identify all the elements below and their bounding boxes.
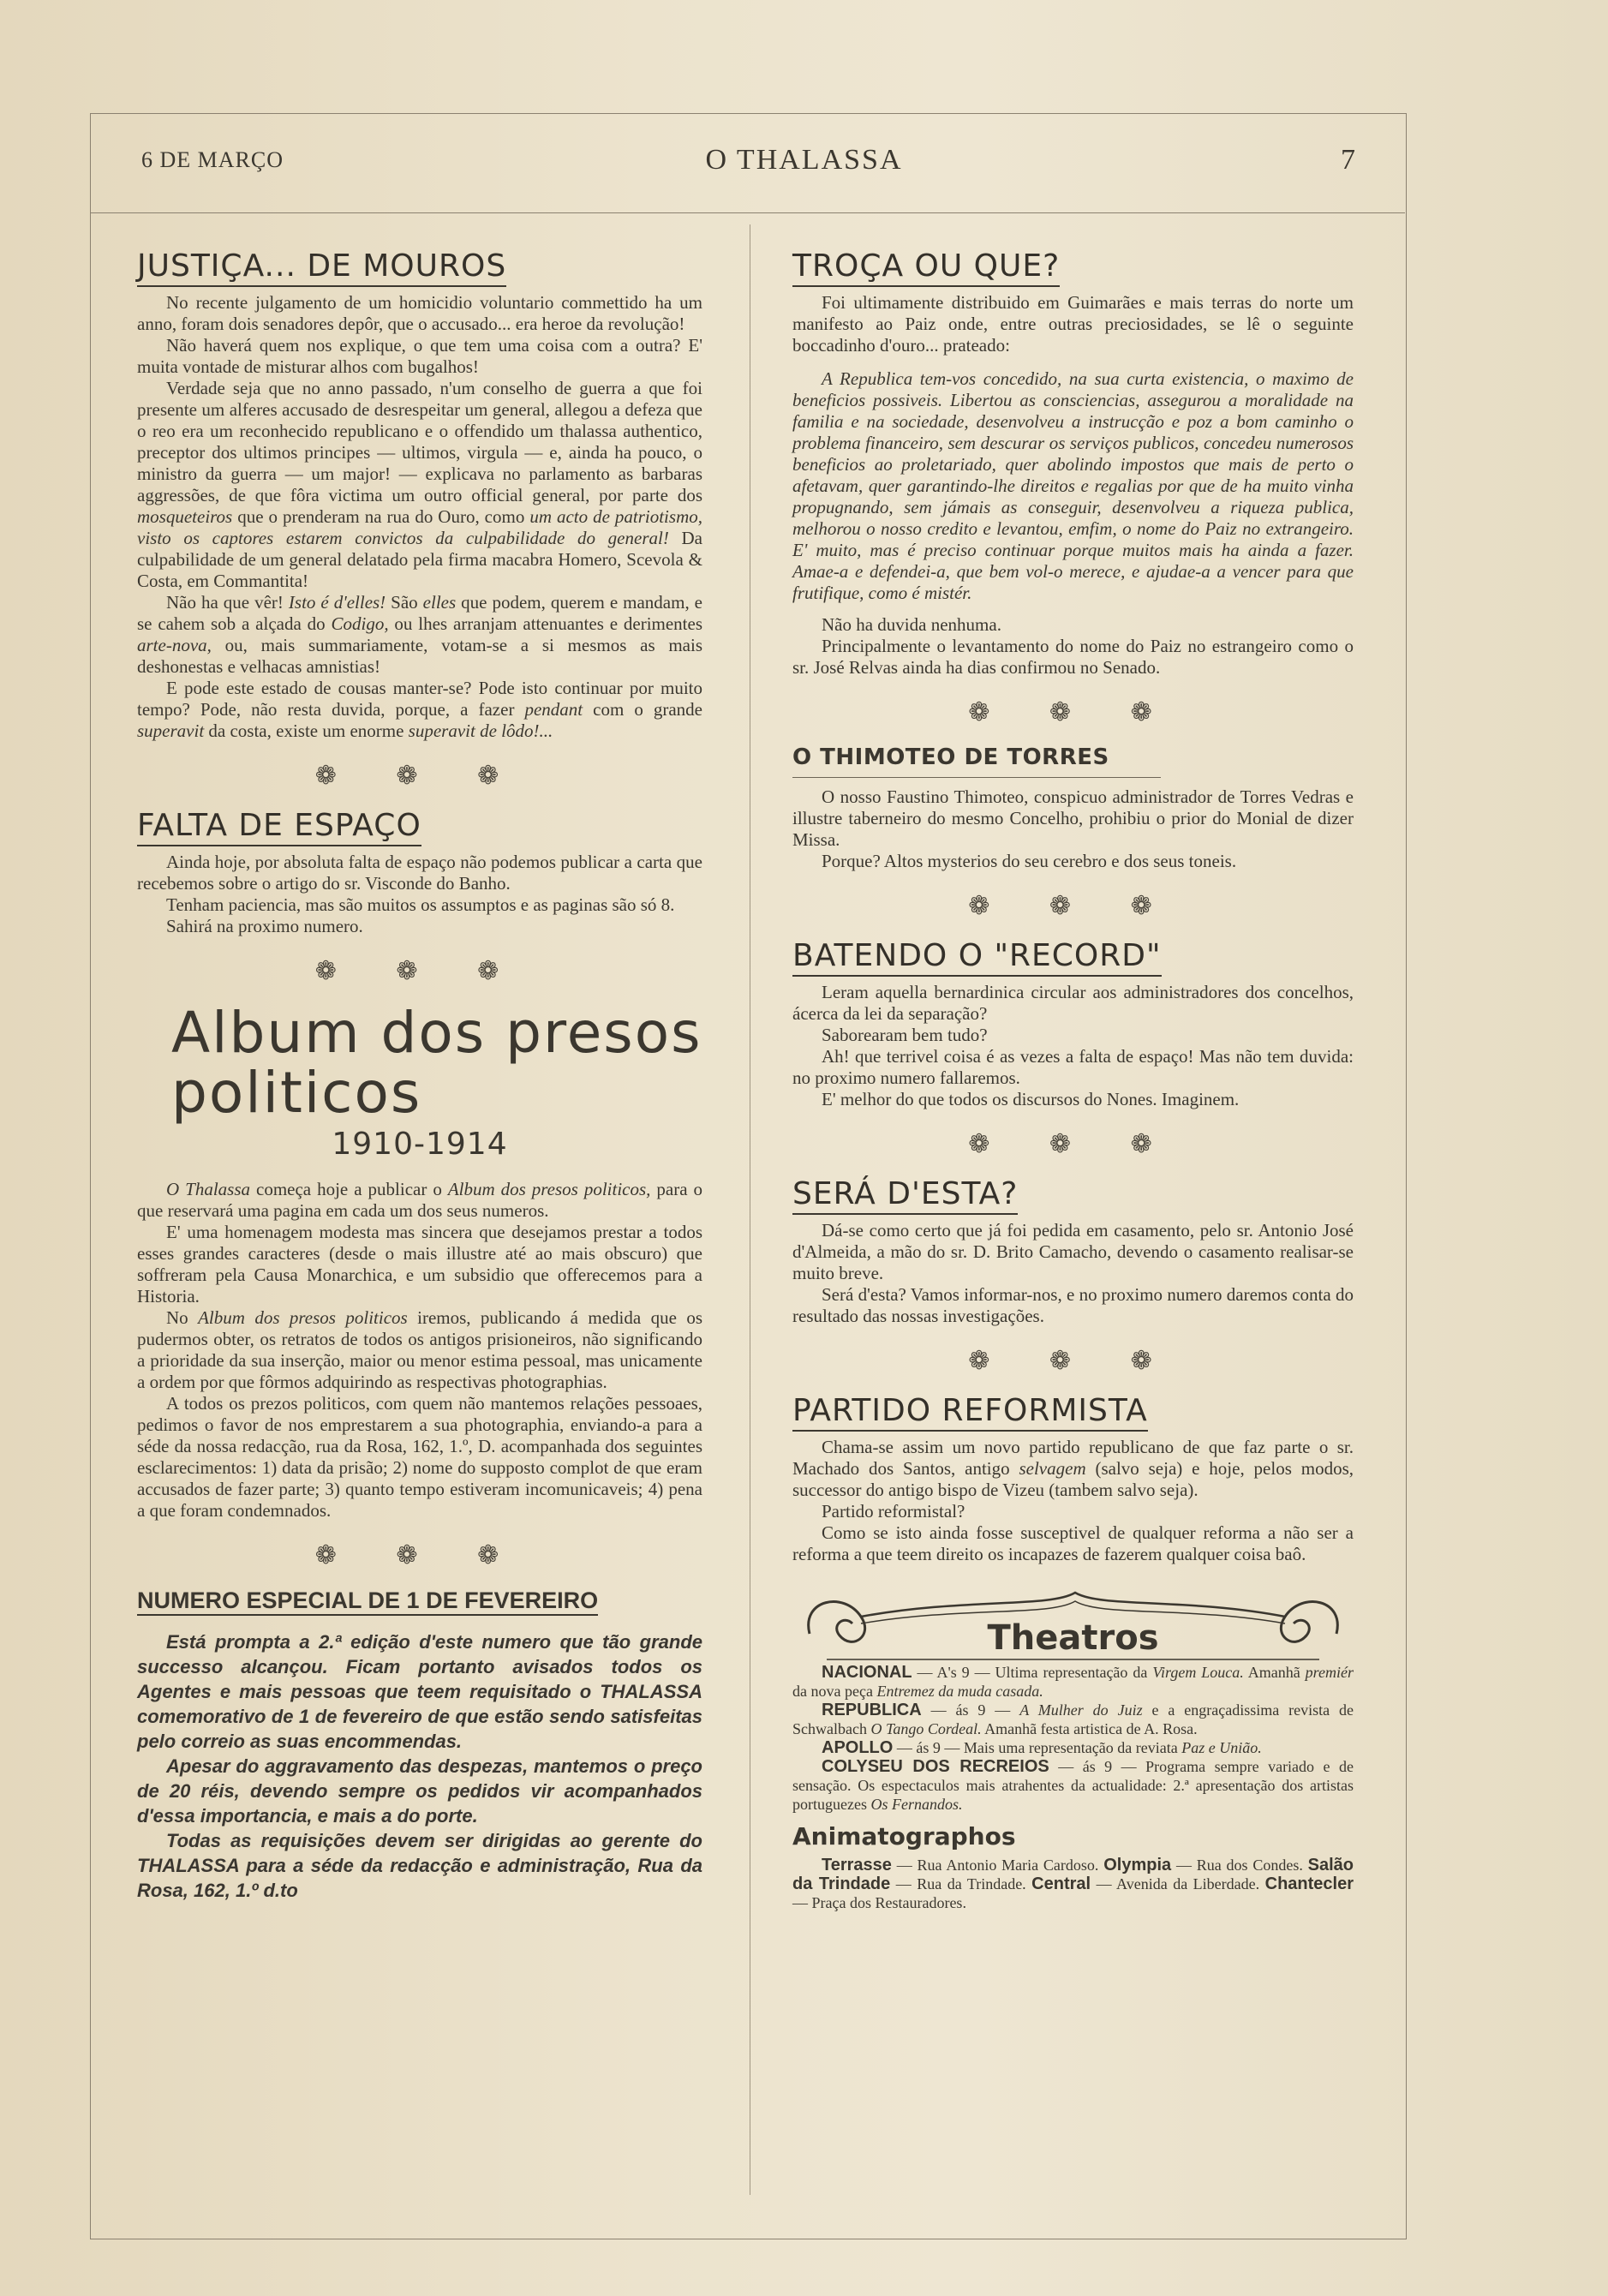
theatre-entry: REPUBLICA — ás 9 — A Mulher do Juiz e a engraçadissima revista de Schwalbach O Tango Cordeal. Amanhã festa artistica de A. Rosa. [792, 1701, 1354, 1737]
article-album [137, 1000, 703, 1522]
article-troca [792, 248, 1354, 679]
theatros-listing [792, 1582, 1354, 1912]
rosette-icon: ❁ ❁ ❁ [314, 956, 525, 986]
paragraph: Não ha duvida nenhuma. [822, 614, 1001, 635]
cinema-entries: Terrasse — Rua Antonio Maria Cardoso. Olympia — Rua dos Condes. Salão da Trindade — Rua da Trindade. Central — Avenida da Liberdade. Chantecler — Praça dos Restauradores. [792, 1856, 1354, 1911]
article-title: PARTIDO REFORMISTA [792, 1393, 1354, 1432]
paragraph: Chama-se assim um novo partido republicano de que faz parte o sr. Machado dos Santos, antigo selvagem (salvo seja) e hoje, pelos modos, successor do antigo bispo de Vizeu (tambem salvo seja). [792, 1437, 1354, 1500]
paragraph: Não ha que vêr! Isto é d'elles! São elles que podem, querem e mandam, e se cahem sob a alçada do Codigo, ou lhes arranjam attenuantes e derimentes arte-nova, ou, mais summariamente, votam-se a si mesmos as mais deshonestas e velhacas amnistias! [137, 592, 703, 677]
paragraph: Saborearam bem tudo? [822, 1025, 988, 1045]
paragraph: Ah! que terrivel coisa é as vezes a falta de espaço! Mas não tem duvida: no proximo numero fallaremos. [792, 1046, 1354, 1088]
article-title: SERÁ D'ESTA? [792, 1176, 1354, 1215]
article-partido-reformista [792, 1393, 1354, 1565]
article-batendo-record [792, 938, 1354, 1110]
quoted-manifesto: A Republica tem-vos concedido, na sua curta existencia, o maximo de beneficios possiveis. Libertou as consciencias, assegurou a moralidade na familia e na sociedade, desenvolveu a instrucção e poz a bom caminho o problema financeiro, sem descurar os serviços publicos, concedeu numerosos beneficios ao proletariado, quer abolindo impostos que mais de perto o afetavam, quer garantindo-lhe direitos e regalias por que de ha muito vinha propugnando, sem jámais as conseguir, desenvolveu a riqueza publica, melhorou o nosso credito e levantou, emfim, o nome do Paiz no extrangeiro. E' muito, mas é preciso continuar porque muitos mais ha ainda a fazer. Amae-a e defendei-a, que bem vol-o merece, e ajudae-a a vencer para que frutifique, como é mistér. [792, 368, 1354, 603]
paragraph: Será d'esta? Vamos informar-nos, e no proximo numero daremos conta do resultado das nossas investigações. [792, 1284, 1354, 1326]
paragraph: Foi ultimamente distribuido em Guimarães e mais terras do norte um manifesto ao Paiz onde, entre outras preciosidades, se lê o seguinte boccadinho d'ouro... prateado: [792, 292, 1354, 356]
article-title: TROÇA OU QUE? [792, 248, 1354, 287]
theatre-entry: APOLLO — ás 9 — Mais uma representação da reviata Paz e União. [822, 1738, 1262, 1757]
paragraph: No recente julgamento de um homicidio voluntario commettido ha um anno, foram dois senadores depôr, que o accusado... era heroe da revolução! [137, 292, 702, 334]
article-title: NUMERO ESPECIAL DE 1 DE FEVEREIRO [137, 1587, 598, 1616]
animatographos-title: Animatographos [792, 1822, 1016, 1851]
paragraph: E' melhor do que todos os discursos do Nones. Imaginem. [822, 1089, 1240, 1109]
right-column [792, 248, 1354, 1912]
rosette-icon: ❁ ❁ ❁ [968, 891, 1178, 921]
paragraph: E pode este estado de cousas manter-se? Pode isto continuar por muito tempo? Pode, não resta duvida, porque, a fazer pendant com o grande superavit da costa, existe um enorme superavit de lôdo!... [137, 678, 702, 741]
rosette-icon: ❁ ❁ ❁ [314, 761, 525, 791]
paragraph: Dá-se como certo que já foi pedida em casamento, pelo sr. Antonio José d'Almeida, a mão do sr. D. Brito Camacho, devendo o casamento realisar-se muito breve. [792, 1220, 1354, 1283]
paragraph: O nosso Faustino Thimoteo, conspicuo administrador de Torres Vedras e illustre taberneiro do mesmo Concelho, prohibiu o prior do Monial de dizer Missa. [792, 786, 1354, 850]
theatre-entry: COLYSEU DOS RECREIOS — ás 9 — Programa sempre variado e de sensação. Os espectaculos mais atrahentes da actualidade: 2.ª apresentação dos artistas portuguezes Os Fernandos. [792, 1757, 1354, 1813]
article-title: BATENDO O "RECORD" [792, 938, 1354, 977]
paragraph: Todas as requisições devem ser dirigidas ao gerente do THALASSA para a séde da redacção e administração, Rua da Rosa, 162, 1.º d.to [137, 1830, 702, 1901]
article-justica [137, 248, 702, 742]
left-column [137, 248, 702, 1903]
page-number: 7 [1341, 144, 1355, 176]
paragraph: Principalmente o levantamento do nome do Paiz no estrangeiro como o sr. José Relvas ainda ha dias confirmou no Senado. [792, 636, 1354, 678]
paragraph: Como se isto ainda fosse susceptivel de qualquer reforma a não ser a reforma a que teem direito os incapazes de fazerem qualquer coisa baô. [792, 1522, 1354, 1564]
paragraph: Apesar do aggravamento das despezas, mantemos o preço de 20 réis, devendo sempre os pedidos vir acompanhados d'essa importancia, e mais a do porte. [137, 1755, 702, 1827]
rosette-icon: ❁ ❁ ❁ [968, 697, 1178, 727]
article-falta-de-espaco [137, 808, 702, 937]
paragraph: Leram aquella bernardinica circular aos administradores dos concelhos, ácerca da lei da separação? [792, 982, 1354, 1024]
album-years: 1910-1914 [332, 1127, 508, 1162]
paragraph: Tenham paciencia, mas são muitos os assumptos e as paginas são só 8. [166, 894, 675, 915]
rosette-icon: ❁ ❁ ❁ [314, 1540, 525, 1570]
theatre-entry: NACIONAL — A's 9 — Ultima representação da Virgem Louca. Amanhã premiér da nova peça Entremez da muda casada. [792, 1663, 1354, 1700]
album-title: Album dos presos politicos [171, 1000, 702, 1126]
paragraph: Sahirá na proximo numero. [166, 916, 363, 936]
article-sera-desta [792, 1176, 1354, 1327]
theatros-title: Theatros [987, 1618, 1159, 1658]
article-title: O THIMOTEO DE TORRES [792, 744, 1109, 770]
article-title: JUSTIÇA... DE MOUROS [137, 248, 702, 287]
title-rule [792, 777, 1161, 778]
header-rule [90, 212, 1405, 213]
masthead-title: O THALASSA [705, 144, 903, 176]
paragraph: Partido reformistal? [822, 1501, 965, 1522]
paragraph: Está prompta a 2.ª edição d'este numero que tão grande successo alcançou. Ficam portanto avisados todos os Agentes e mais pessoas que teem requisitado o THALASSA comemorativo de 1 de fevereiro de que estão sendo satisfeitas pelo correio as suas encommendas. [137, 1631, 702, 1752]
rosette-icon: ❁ ❁ ❁ [968, 1129, 1178, 1159]
paragraph: E' uma homenagem modesta mas sincera que desejamos prestar a todos esses grandes caracteres (desde o mais illustre até ao mais obscuro) que soffreram pela Causa Monarchica, e um subsidio que offerecemos para a Historia. [137, 1222, 702, 1306]
paragraph: O Thalassa começa hoje a publicar o Album dos presos politicos, para o que reservará uma pagina em cada um dos seus numeros. [137, 1179, 703, 1221]
paragraph: No Album dos presos politicos iremos, publicando á medida que os pudermos obter, os retratos de todos os antigos prisioneiros, não significando a prioridade da sua inserção, maior ou menor estima pessoal, mas unicamente a ordem por que fôrmos adquirindo as respectivas photographias. [137, 1307, 702, 1392]
paragraph: Ainda hoje, por absoluta falta de espaço não podemos publicar a carta que recebemos sobre o artigo do sr. Visconde do Banho. [137, 852, 702, 894]
article-title: FALTA DE ESPAÇO [137, 808, 702, 846]
article-thimoteo [792, 744, 1354, 872]
paragraph: Porque? Altos mysterios do seu cerebro e dos seus toneis. [822, 851, 1237, 871]
article-numero-especial [137, 1587, 702, 1903]
rosette-icon: ❁ ❁ ❁ [968, 1346, 1178, 1376]
paragraph: Verdade seja que no anno passado, n'um conselho de guerra a que foi presente um alferes accusado de desrespeitar um general, allegou a defeza que o reo era um reconhecido republicano e o offendido um thalassa authentico, preceptor dos ultimos principes — ultimos, virgula — e, ainda ha pouco, o ministro da guerra — um major! — explicava no parlamento as barbaras aggressões, de que fôra victima um outro official general, por parte dos mosqueteiros que o prenderam na rua do Ouro, como um acto de patriotismo, visto os captores estarem convictos da culpabilidade do general! Da culpabilidade de um general delatado pela firma macabra Homero, Scevola & Costa, em Commantita! [137, 378, 702, 591]
paragraph: A todos os prezos politicos, com quem não mantemos relações pessoaes, pedimos o favor de nos emprestarem a sua photographia, enviando-a para a séde da nossa redacção, rua da Rosa, 162, 1.º, D. acompanhada dos seguintes esclarecimentos: 1) data da prisão; 2) nome do supposto complot de que eram accusados de fazer parte; 3) quanto tempo estiveram incomunicaveis; 4) pena a que foram condemnados. [137, 1393, 702, 1521]
paragraph: Não haverá quem nos explique, o que tem uma coisa com a outra? E' muita vontade de misturar alhos com bugalhos! [137, 335, 702, 377]
header-date: 6 DE MARÇO [141, 147, 284, 172]
